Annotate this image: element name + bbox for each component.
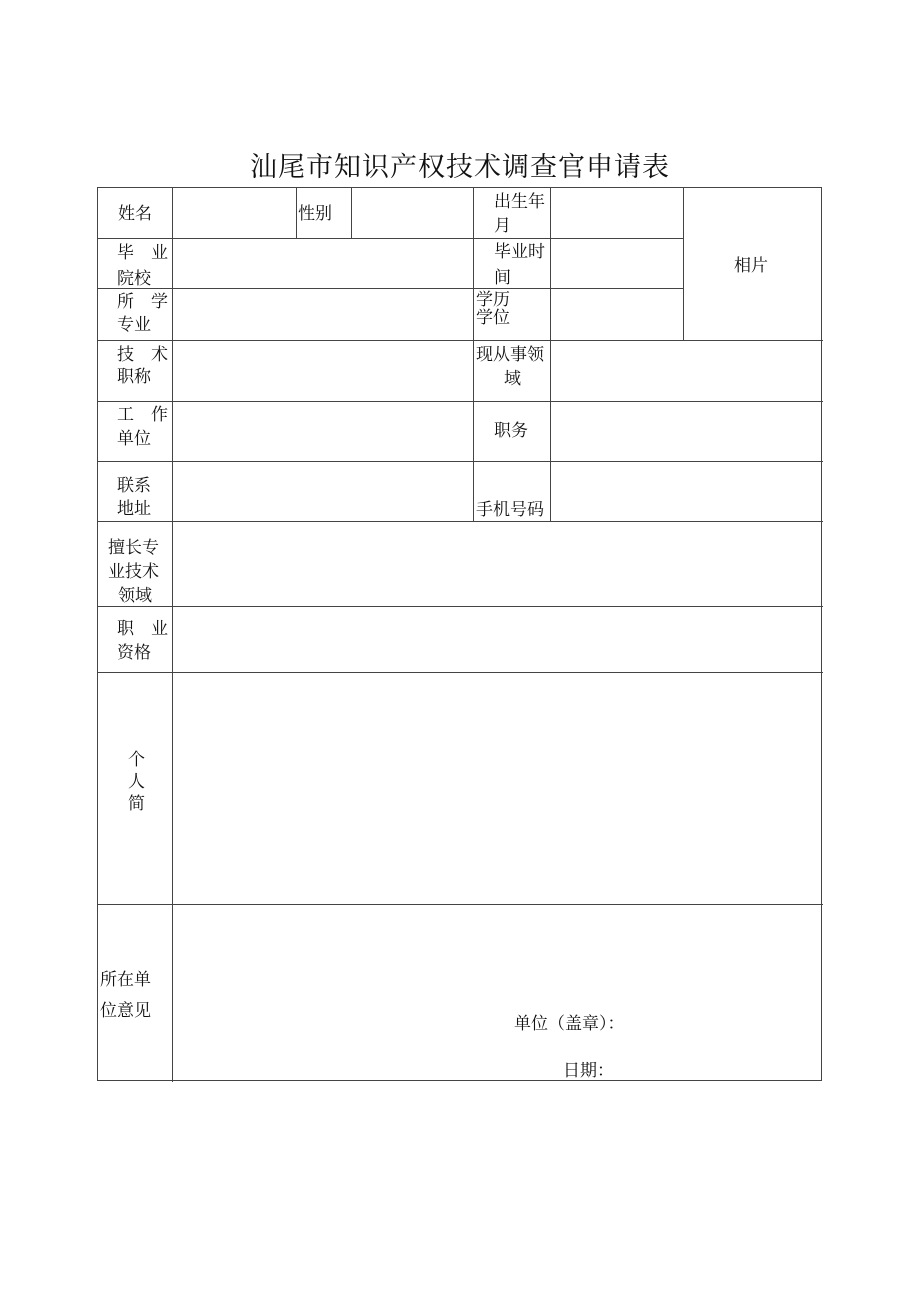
name-label: 姓名	[118, 204, 152, 224]
address-label-line1: 联系	[117, 476, 151, 496]
date-label: 日期：	[563, 1061, 614, 1081]
page-title: 汕尾市知识产权技术调查官申请表	[250, 152, 670, 183]
address-field[interactable]	[173, 462, 472, 520]
grad-time-label-line1: 毕业时	[494, 242, 545, 262]
phone-field[interactable]	[551, 462, 822, 520]
tech-title-label-line2: 职称	[117, 367, 151, 387]
column-divider	[296, 188, 297, 238]
resume-label-char2: 人	[128, 772, 145, 792]
phone-label: 手机号码	[476, 500, 544, 520]
employer-field[interactable]	[173, 402, 472, 460]
field-label-line1: 现从事领	[476, 345, 544, 365]
birth-label-line2: 月	[494, 216, 511, 236]
photo-label: 相片	[734, 256, 768, 276]
opinion-label-line1: 所在单	[100, 970, 151, 990]
qualification-label-line1: 职 业	[117, 619, 168, 639]
degree-label-line2: 学位	[476, 308, 510, 328]
tech-title-field[interactable]	[173, 341, 472, 400]
gender-field[interactable]	[352, 189, 472, 237]
degree-field[interactable]	[551, 289, 682, 339]
qualification-field[interactable]	[173, 607, 822, 671]
birth-field[interactable]	[551, 189, 682, 237]
employer-label-line1: 工 作	[117, 405, 168, 425]
gender-label: 性别	[298, 204, 332, 224]
resume-field[interactable]	[173, 673, 822, 903]
field-label-line2: 域	[504, 369, 521, 389]
row-divider	[98, 238, 172, 239]
column-divider	[473, 188, 474, 521]
school-label-line1: 毕 业	[117, 243, 168, 263]
resume-label-char1: 个	[128, 750, 145, 770]
qualification-label-line2: 资格	[117, 643, 151, 663]
position-label: 职务	[494, 421, 528, 441]
major-field[interactable]	[173, 289, 472, 339]
grad-time-label-line2: 间	[494, 268, 511, 288]
expertise-label-line3: 领域	[118, 586, 152, 606]
employer-label-line2: 单位	[117, 429, 151, 449]
major-label-line1: 所 学	[117, 292, 168, 312]
school-field[interactable]	[173, 239, 472, 287]
birth-label-line1: 出生年	[494, 192, 545, 212]
grad-time-field[interactable]	[551, 239, 682, 287]
degree-label-line1: 学历	[476, 290, 510, 310]
expertise-field[interactable]	[173, 522, 822, 605]
expertise-label-line2: 业技术	[108, 562, 159, 582]
application-form-table	[97, 187, 822, 1081]
resume-label-char3: 简	[128, 794, 145, 814]
position-field[interactable]	[551, 402, 822, 460]
expertise-label-line1: 擅长专	[108, 538, 159, 558]
opinion-label-line2: 位意见	[100, 1001, 151, 1021]
opinion-field[interactable]	[173, 905, 822, 1081]
school-label-line2: 院校	[117, 269, 151, 289]
photo-box[interactable]	[684, 189, 822, 339]
tech-title-label-line1: 技 术	[117, 345, 168, 365]
address-label-line2: 地址	[117, 499, 151, 519]
name-field[interactable]	[173, 189, 295, 237]
field-field[interactable]	[551, 341, 822, 400]
seal-label: 单位（盖章）：	[514, 1014, 625, 1034]
major-label-line2: 专业	[117, 315, 151, 335]
